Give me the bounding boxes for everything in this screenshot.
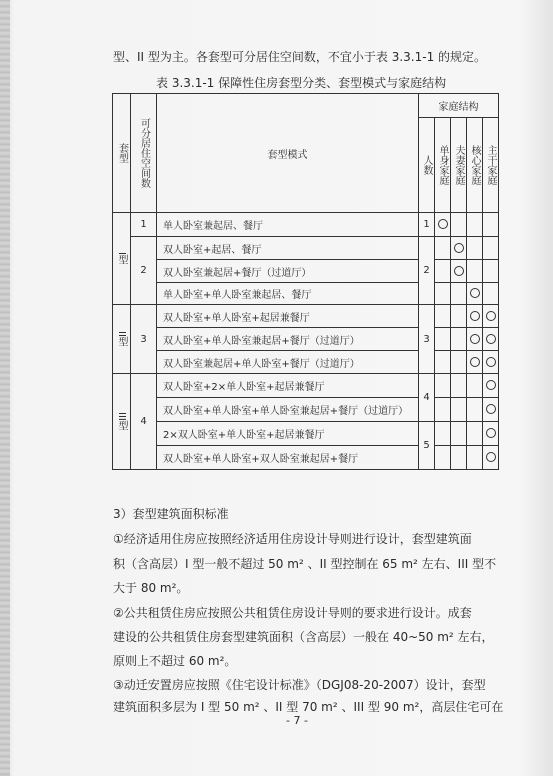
rooms-cell: 3 [131,305,157,374]
circle-marker [438,219,448,229]
persons-cell: 1 [419,213,435,237]
circle-marker [470,334,480,344]
header-nuclear: 核心家庭 [467,118,483,213]
mode-cell: 双人卧室+单人卧室+双人卧室兼起居+餐厅 [157,446,419,470]
single-cell [435,446,451,470]
persons-cell: 3 [419,305,435,374]
table-row [113,398,499,422]
couple-cell [451,305,467,328]
couple-cell [451,283,467,305]
persons-cell: 2 [419,237,435,305]
mode-cell: 双人卧室+单人卧室+起居兼餐厅 [157,305,419,328]
main-cell [483,305,499,328]
circle-marker [486,311,496,321]
type-cell-iii: III型 [113,374,131,470]
table-row [113,213,499,237]
page-number: - 7 - [286,714,308,727]
single-cell [435,328,451,351]
single-cell [435,213,451,237]
nuclear-cell [467,305,483,328]
header-couple: 夫妻家庭 [451,118,467,213]
rooms-cell: 1 [131,213,157,237]
paragraph-line: 原则上不超过 60 m²。 [113,654,237,668]
type-cell-i: I型 [113,213,131,305]
nuclear-cell [467,398,483,422]
nuclear-cell [467,237,483,260]
table-row [113,328,499,351]
mode-cell: 单人卧室+单人卧室兼起居、餐厅 [157,283,419,305]
circle-marker [454,243,464,253]
paragraph-line: 积（含高层）I 型一般不超过 50 m² 、II 型控制在 65 m² 左右、III 型不 [113,557,497,571]
binding-edge [0,0,10,776]
table-row [113,237,499,260]
single-cell [435,422,451,446]
nuclear-cell [467,351,483,374]
mode-cell: 2×双人卧室+单人卧室+起居兼餐厅 [157,422,419,446]
type-cell-ii: II型 [113,305,131,374]
couple-cell [451,374,467,398]
nuclear-cell [467,422,483,446]
circle-marker [486,404,496,414]
paragraph-line: 建筑面积多层为 I 型 50 m² 、II 型 70 m² 、III 型 90 m²，高层住宅可在 [113,700,504,714]
section-title: 3）套型建筑面积标准 [113,507,229,521]
main-cell [483,328,499,351]
table-row [113,422,499,446]
single-cell [435,305,451,328]
single-cell [435,237,451,260]
paragraph-line: 大于 80 m²。 [113,581,189,595]
table-row [113,446,499,470]
circle-marker [470,311,480,321]
couple-cell [451,422,467,446]
rooms-cell: 4 [131,374,157,470]
couple-cell [451,398,467,422]
mode-cell: 双人卧室+单人卧室+单人卧室兼起居+餐厅（过道厅） [157,398,419,422]
couple-cell [451,446,467,470]
table-caption: 表 3.3.1-1 保障性住房套型分类、套型模式与家庭结构 [156,76,447,90]
circle-marker [486,380,496,390]
nuclear-cell [467,328,483,351]
nuclear-cell [467,374,483,398]
circle-marker [486,428,496,438]
main-cell [483,213,499,237]
circle-marker [470,357,480,367]
couple-cell [451,328,467,351]
couple-cell [451,213,467,237]
single-cell [435,351,451,374]
paragraph-line: ①经济适用住房应按照经济适用住房设计导则进行设计，套型建筑面 [113,532,472,546]
paragraph-line: 建设的公共租赁住房套型建筑面积（含高层）一般在 40~50 m² 左右， [113,630,494,644]
single-cell [435,260,451,283]
header-main: 主干家庭 [483,118,499,213]
main-cell [483,237,499,260]
table-row [113,351,499,374]
table-row [113,260,499,283]
table-header-row [113,94,499,118]
header-persons: 人数 [419,118,435,213]
mode-cell: 单人卧室兼起居、餐厅 [157,213,419,237]
header-single: 单身家庭 [435,118,451,213]
nuclear-cell [467,446,483,470]
main-cell [483,283,499,305]
mode-cell: 双人卧室兼起居+餐厅（过道厅） [157,260,419,283]
paragraph-line: ②公共租赁住房应按照公共租赁住房设计导则的要求进行设计。成套 [113,606,472,620]
nuclear-cell [467,260,483,283]
main-cell [483,351,499,374]
couple-cell [451,351,467,374]
single-cell [435,374,451,398]
circle-marker [470,288,480,298]
table-row [113,305,499,328]
main-cell [483,446,499,470]
rooms-cell: 2 [131,237,157,305]
paragraph-line: ③动迁安置房应按照《住宅设计标准》（DGJ08-20-2007）设计，套型 [113,678,486,692]
main-cell [483,422,499,446]
mode-cell: 双人卧室兼起居+单人卧室+餐厅（过道厅） [157,351,419,374]
mode-cell: 双人卧室+起居、餐厅 [157,237,419,260]
couple-cell [451,260,467,283]
circle-marker [486,334,496,344]
header-rooms: 可分居住空间数 [131,94,157,213]
single-cell [435,398,451,422]
circle-marker [486,357,496,367]
main-cell [483,260,499,283]
mode-cell: 双人卧室+2×单人卧室+起居兼餐厅 [157,374,419,398]
nuclear-cell [467,213,483,237]
header-mode: 套型模式 [157,94,419,213]
main-cell [483,374,499,398]
single-cell [435,283,451,305]
header-type: 套型 [113,94,131,213]
mode-cell: 双人卧室+单人卧室兼起居+餐厅（过道厅） [157,328,419,351]
table-row [113,374,499,398]
housing-type-table [112,93,499,470]
couple-cell [451,237,467,260]
circle-marker [486,452,496,462]
main-cell [483,398,499,422]
table-row [113,283,499,305]
header-family: 家庭结构 [419,94,499,118]
nuclear-cell [467,283,483,305]
persons-cell: 5 [419,422,435,470]
circle-marker [454,266,464,276]
persons-cell: 4 [419,374,435,422]
intro-line: 型、II 型为主。各套型可分居住空间数，不宜小于表 3.3.1-1 的规定。 [113,50,487,64]
